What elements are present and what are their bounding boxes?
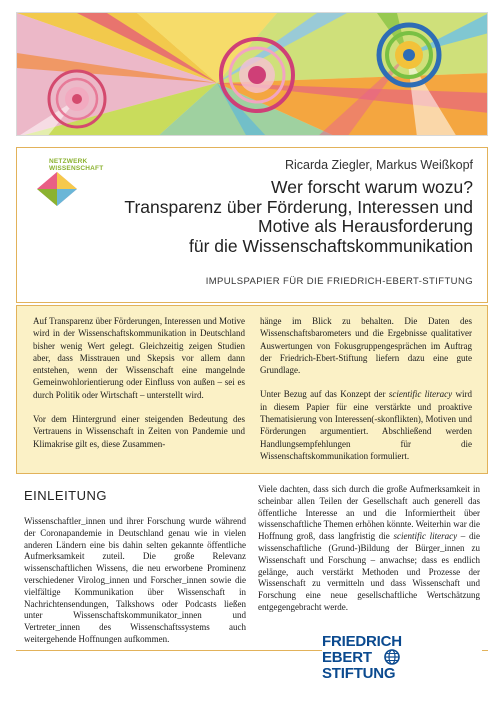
abstract-paragraph: hänge im Blick zu behalten. Die Daten des Wissenschaftsbarometers und die Ergebnisse qualitativer Auswertungen von Fokusgruppengesprächen im Auftrag der Friedrich-Ebert-Stiftung liefern dazu eine gute Grundlage. — [260, 316, 472, 376]
title-line: für die Wissenschaftskommunikation — [189, 235, 473, 256]
abstract-paragraph: Auf Transparenz über Förderungen, Interessen und Motive wird in der Wissenschaftskommunikation in Deutschland bisher wenig Wert gelegt. Gleichzeitig zeigen Studien aber, dass Misstrauen und Skepsis vor allem dann entstehen, wenn der Wissenschaft eine mangelnde Gemeinwohlorientierung oder Einfluss von außen – sei es durch Politik oder Wirtschaft – unterstellt wird. — [33, 316, 245, 400]
title-line: Motive als Herausforderung — [258, 216, 473, 236]
section-heading: EINLEITUNG — [24, 488, 108, 503]
abstract-paragraph: Unter Bezug auf das Konzept der scientific literacy wird in diesem Papier für eine verstärkte und proaktive Thematisierung von Interessen(-skonflikten), Motiven und Förderungen argumentiert. Abschließend werden Handlungsempfehlungen für die Wissenschaftskommunikation formuliert. — [260, 389, 472, 461]
title-line: Transparenz über Förderung, Interessen und — [124, 196, 473, 217]
globe-icon — [384, 649, 400, 665]
abstract-column-left — [33, 315, 245, 462]
title-block — [16, 147, 488, 303]
target-circle-left — [49, 71, 105, 127]
fes-line-3: STIFTUNG — [322, 665, 396, 682]
authors: Ricarda Ziegler, Markus Weißkopf — [284, 158, 473, 172]
subtitle: IMPULSPAPIER FÜR DIE FRIEDRICH-EBERT-STIFTUNG — [205, 276, 473, 287]
body-column-left: Wissenschaftler_innen und ihrer Forschung wurde während der Coronapandemie in Deutschland genau wie in vielen anderen Ländern eine bis dahin selten gekannte öffentliche Aufmerksamkeit zuteil. Die große Relevanz wissenschaftlichen Wissens, die neu erworbene Prominenz verschiedener Virolog_innen und Forscher_innen sowie die vielfältige Kommunikation über Wissenschaft in Nachrichtensendungen, Talkshows oder Podcasts ließen unter Wissenschaftskommunikator_innen und Vertreter_innen des Wissenschaftssystems auch weitergehende Hoffnungen aufkommen. — [24, 516, 246, 644]
logo-line-1: NETZWERK — [49, 158, 88, 165]
fes-line-1: FRIEDRICH — [322, 633, 402, 650]
banner-artwork — [17, 13, 488, 136]
abstract-column-right — [260, 315, 472, 474]
fes-line-2: EBERT — [322, 649, 372, 666]
logo-line-2: WISSENSCHAFT — [49, 165, 104, 172]
friedrich-ebert-stiftung-logo — [322, 632, 482, 688]
target-circle-right — [379, 25, 439, 85]
body-column-right: Viele dachten, dass sich durch die große Aufmerksamkeit in scheinbar allen Teilen der Gesellschaft auch generell das öffentliche Interesse an und die Informiertheit über wissenschaftliche Themen erhöhen könnte. Weiterhin war die Hoffnung groß, dass langfristig die scientific literacy – die wissenschaftliche (Grund-)Bildung der Bürger_innen zu Wissenschaft und Forschung – anwachse; dass es endlich gelänge, auch verstärkt Methoden und Prozesse der Wissenschaft zu vermitteln und dass Wissenschaft und Forschung eine neue gesellschaftliche Wertschätzung entgegengebracht werde. — [258, 484, 480, 612]
title-line: Wer forscht warum wozu? — [271, 177, 473, 197]
page-title — [33, 178, 473, 256]
abstract-paragraph: Vor dem Hintergrund einer steigenden Bedeutung des Vertrauens in Wissenschaft in Zeiten von Pandemie und Klimakrise gilt es, diese Zusammen- — [33, 414, 245, 449]
abstract-box — [16, 305, 488, 474]
cover-banner — [16, 12, 488, 136]
